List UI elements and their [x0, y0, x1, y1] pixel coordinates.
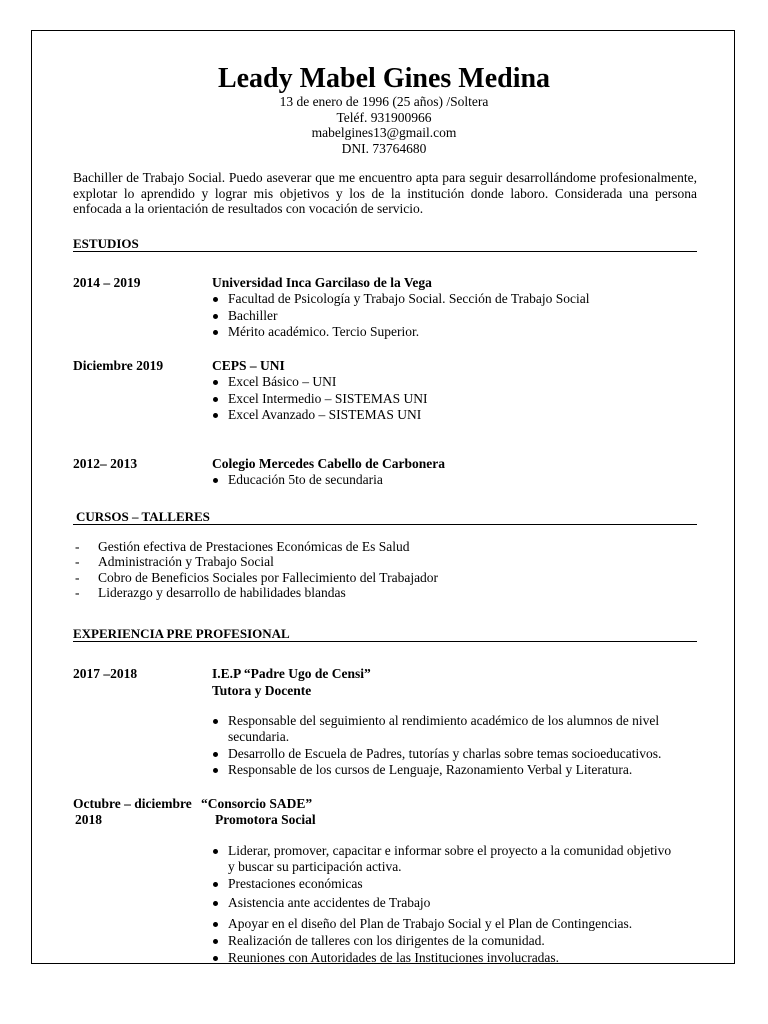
job-period: 2017 –2018: [73, 666, 138, 681]
job-period: Octubre – diciembre: [73, 796, 192, 811]
study-items: [212, 291, 589, 341]
section-heading-cursos: CURSOS – TALLERES: [73, 509, 697, 525]
list-item: Asistencia ante accidentes de Trabajo: [212, 895, 672, 911]
list-item: Apoyar en el diseño del Plan de Trabajo Social y el Plan de Contingencias.: [212, 916, 672, 932]
job-role: Promotora Social: [215, 812, 316, 827]
study-institution: CEPS – UNI: [212, 358, 285, 373]
list-item: Reuniones con Autoridades de las Instituciones involucradas.: [212, 950, 672, 966]
study-period: 2014 – 2019: [73, 275, 141, 290]
list-item: Realización de talleres con los dirigentes de la comunidad.: [212, 933, 672, 949]
list-item: Responsable del seguimiento al rendimiento académico de los alumnos de nivel secundaria.: [212, 713, 696, 745]
job-organization: I.E.P “Padre Ugo de Censi”: [212, 666, 371, 681]
list-item: Facultad de Psicología y Trabajo Social. Sección de Trabajo Social: [212, 291, 589, 308]
birth-info: 13 de enero de 1996 (25 años) /Soltera: [279, 94, 489, 109]
study-items: [212, 374, 427, 424]
study-items: [212, 472, 383, 489]
study-period: 2012– 2013: [73, 456, 138, 471]
study-institution: Colegio Mercedes Cabello de Carbonera: [212, 456, 445, 471]
email: mabelgines13@gmail.com: [311, 125, 457, 140]
list-item: Excel Avanzado – SISTEMAS UNI: [212, 407, 427, 424]
list-item: Excel Básico – UNI: [212, 374, 427, 391]
study-period: Diciembre 2019: [73, 358, 164, 373]
list-item: - Cobro de Beneficios Sociales por Fallecimiento del Trabajador: [73, 570, 438, 585]
profile-summary: Bachiller de Trabajo Social. Puedo aseverar que me encuentro apta para seguir desarrollándome profesionalmente, explotar lo aprendido y lograr mis objetivos y los de la institución donde laboro. Considerada una persona enfocada a la orientación de resultados con vocación de servicio.: [73, 170, 697, 217]
section-heading-estudios: ESTUDIOS: [73, 236, 697, 252]
list-item: Excel Intermedio – SISTEMAS UNI: [212, 391, 427, 408]
candidate-name: Leady Mabel Gines Medina: [217, 63, 551, 94]
job-period-year: 2018: [75, 812, 102, 827]
list-item: Educación 5to de secundaria: [212, 472, 383, 489]
list-item: - Gestión efectiva de Prestaciones Económicas de Es Salud: [73, 539, 438, 554]
courses-list: [73, 539, 438, 600]
list-item: Mérito académico. Tercio Superior.: [212, 324, 589, 341]
job-duties: [212, 713, 696, 778]
study-institution: Universidad Inca Garcilaso de la Vega: [212, 275, 432, 290]
job-role: Tutora y Docente: [212, 683, 312, 698]
job-duties: [212, 843, 672, 966]
section-heading-experiencia: EXPERIENCIA PRE PROFESIONAL: [73, 626, 697, 642]
list-item: Responsable de los cursos de Lenguaje, Razonamiento Verbal y Literatura.: [212, 762, 696, 778]
list-item: Bachiller: [212, 308, 589, 325]
list-item: Desarrollo de Escuela de Padres, tutorías y charlas sobre temas socioeducativos.: [212, 746, 696, 762]
list-item: - Liderazgo y desarrollo de habilidades blandas: [73, 585, 438, 600]
dni: DNI. 73764680: [341, 140, 427, 156]
job-organization: “Consorcio SADE”: [201, 796, 313, 811]
list-item: - Administración y Trabajo Social: [73, 554, 438, 569]
phone: Teléf. 931900966: [336, 109, 432, 125]
list-item: Liderar, promover, capacitar e informar sobre el proyecto a la comunidad objetivo y buscar su participación activa.: [212, 843, 672, 875]
list-item: Prestaciones económicas: [212, 876, 672, 892]
